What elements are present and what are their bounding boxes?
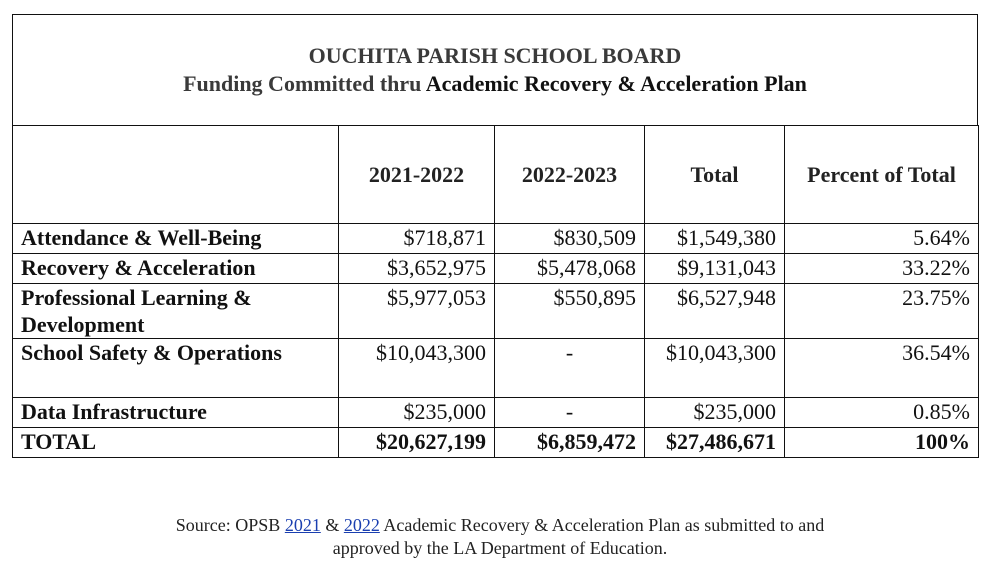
total-row bbox=[13, 428, 979, 458]
link-2022-plan[interactable]: 2022 bbox=[343, 515, 380, 535]
cell-percent: 0.85% bbox=[785, 398, 979, 428]
header-2022-2023: 2022-2023 bbox=[495, 126, 645, 224]
source-prefix: Source: OPSB bbox=[175, 515, 285, 535]
cell-2022-2023: $830,509 bbox=[495, 224, 645, 254]
cell-total: $9,131,043 bbox=[645, 254, 785, 284]
header-percent: Percent of Total bbox=[785, 126, 979, 224]
funding-table-document bbox=[12, 14, 978, 458]
source-suffix: Academic Recovery & Acceleration Plan as submitted to and bbox=[379, 515, 825, 535]
cell-2021-2022: $3,652,975 bbox=[339, 254, 495, 284]
cell-total: $235,000 bbox=[645, 398, 785, 428]
cell-2021-2022: $10,043,300 bbox=[339, 339, 495, 398]
header-2021-2022: 2021-2022 bbox=[339, 126, 495, 224]
source-note bbox=[0, 514, 1000, 560]
funding-table bbox=[12, 125, 979, 458]
table-row bbox=[13, 284, 979, 339]
cell-2022-2023: - bbox=[495, 339, 645, 398]
cell-percent: 33.22% bbox=[785, 254, 979, 284]
cell-2021-2022: $20,627,199 bbox=[339, 428, 495, 458]
table-subtitle bbox=[183, 71, 807, 97]
cell-total: $6,527,948 bbox=[645, 284, 785, 339]
table-row bbox=[13, 254, 979, 284]
subtitle-prefix: Funding Committed thru bbox=[183, 71, 426, 96]
cell-2022-2023: - bbox=[495, 398, 645, 428]
cell-total: $27,486,671 bbox=[645, 428, 785, 458]
cell-2021-2022: $235,000 bbox=[339, 398, 495, 428]
row-label: Recovery & Acceleration bbox=[13, 254, 339, 284]
cell-percent: 100% bbox=[785, 428, 979, 458]
source-line-2: approved by the LA Department of Education. bbox=[332, 538, 668, 558]
cell-2022-2023: $5,478,068 bbox=[495, 254, 645, 284]
cell-total: $10,043,300 bbox=[645, 339, 785, 398]
row-label: Attendance & Well-Being bbox=[13, 224, 339, 254]
header-category bbox=[13, 126, 339, 224]
header-row bbox=[13, 126, 979, 224]
cell-2021-2022: $718,871 bbox=[339, 224, 495, 254]
cell-total: $1,549,380 bbox=[645, 224, 785, 254]
source-amp: & bbox=[320, 515, 344, 535]
table-title: OUCHITA PARISH SCHOOL BOARD bbox=[308, 43, 682, 68]
subtitle-plan-name: Academic Recovery & Acceleration Plan bbox=[425, 71, 807, 96]
table-row bbox=[13, 224, 979, 254]
row-label: School Safety & Operations bbox=[13, 339, 339, 398]
source-line-1 bbox=[0, 514, 1000, 537]
row-label: Data Infrastructure bbox=[13, 398, 339, 428]
cell-2022-2023: $6,859,472 bbox=[495, 428, 645, 458]
cell-2021-2022: $5,977,053 bbox=[339, 284, 495, 339]
table-row bbox=[13, 339, 979, 398]
cell-2022-2023: $550,895 bbox=[495, 284, 645, 339]
cell-percent: 36.54% bbox=[785, 339, 979, 398]
row-label: TOTAL bbox=[13, 428, 339, 458]
table-row bbox=[13, 398, 979, 428]
row-label: Professional Learning & Development bbox=[13, 284, 339, 339]
cell-percent: 23.75% bbox=[785, 284, 979, 339]
header-total: Total bbox=[645, 126, 785, 224]
link-2021-plan[interactable]: 2021 bbox=[284, 515, 321, 535]
cell-percent: 5.64% bbox=[785, 224, 979, 254]
table-title-box bbox=[12, 14, 978, 125]
